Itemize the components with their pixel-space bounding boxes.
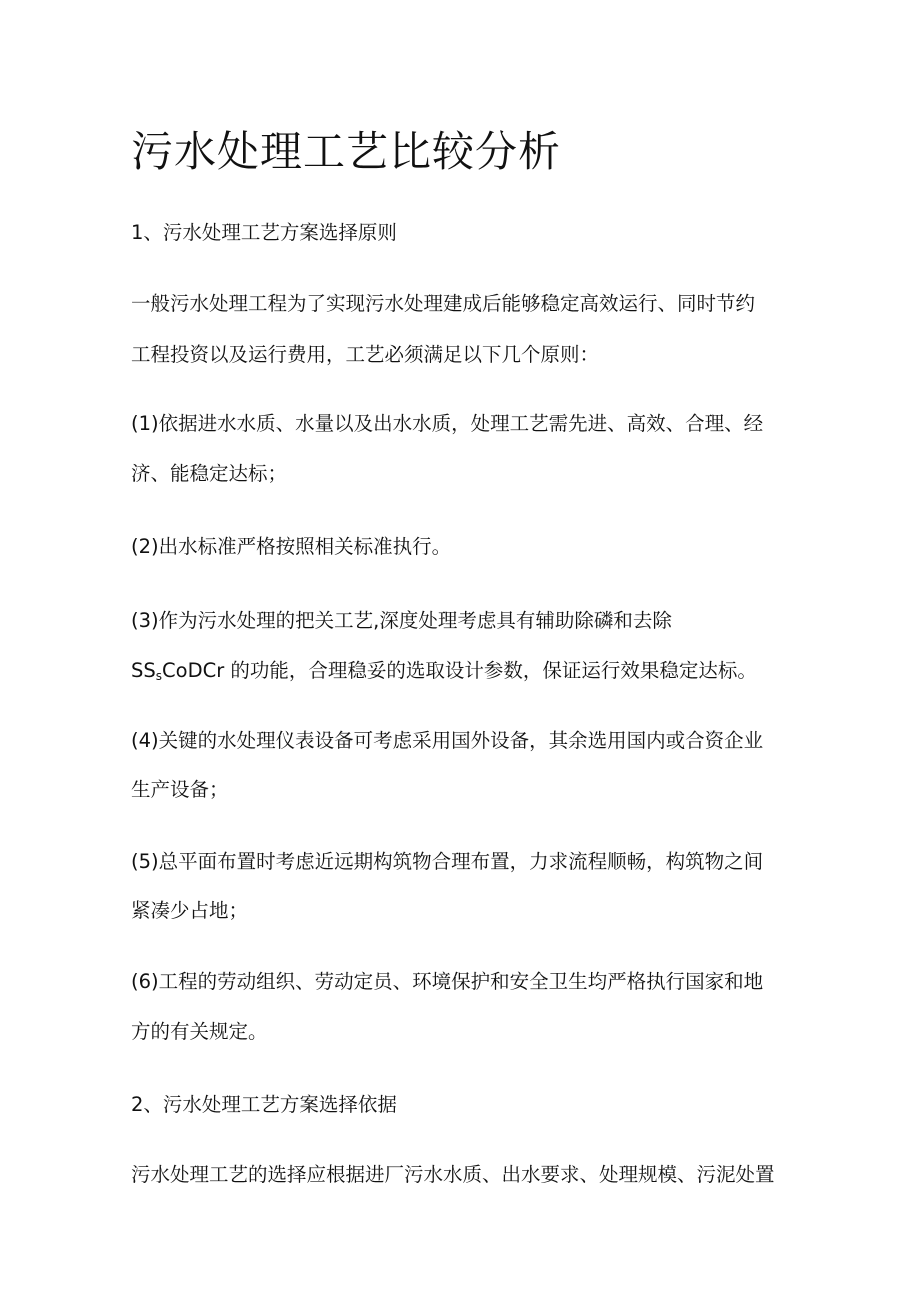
principle-4-line-1: (4)关键的水处理仪表设备可考虑采用国外设备，其余选用国内或合资企业 [131, 729, 764, 752]
ss-text: SS [131, 659, 156, 682]
principle-1-line-1: (1)依据进水水质、水量以及出水水质，处理工艺需先进、高效、合理、经 [131, 412, 764, 435]
principle-5-line-2: 紧凑少占地； [131, 899, 249, 922]
principle-4-line-2: 生产设备； [131, 778, 229, 801]
principle-2: (2)出水标准严格按照相关标准执行。 [131, 535, 452, 558]
section-1-intro-line-1: 一般污水处理工程为了实现污水处理建成后能够稳定高效运行、同时节约 [131, 292, 756, 315]
principle-6-line-1: (6)工程的劳动组织、劳动定员、环境保护和安全卫生均严格执行国家和地 [131, 970, 764, 993]
principle-3-line-2 [131, 657, 757, 690]
document-title: 污水处理工艺比较分析 [131, 127, 562, 176]
ss-subscript: s [155, 669, 163, 683]
principle-6-line-2: 方的有关规定。 [131, 1020, 268, 1043]
principle-1-line-2: 济、能稳定达标； [131, 462, 288, 485]
principle-3-line-1: (3)作为污水处理的把关工艺,深度处理考虑具有辅助除磷和去除 [131, 609, 672, 632]
section-1-heading: 1、污水处理工艺方案选择原则 [131, 221, 397, 244]
section-2-intro-line-1: 污水处理工艺的选择应根据进厂污水水质、出水要求、处理规模、污泥处置 [131, 1163, 775, 1186]
principle-5-line-1: (5)总平面布置时考虑近远期构筑物合理布置，力求流程顺畅，构筑物之间 [131, 850, 764, 873]
section-1-intro-line-2: 工程投资以及运行费用，工艺必须满足以下几个原则： [131, 343, 600, 366]
principle-3-line-2-rest: CoDCr 的功能，合理稳妥的选取设计参数，保证运行效果稳定达标。 [162, 659, 757, 682]
section-2-heading: 2、污水处理工艺方案选择依据 [131, 1093, 397, 1116]
